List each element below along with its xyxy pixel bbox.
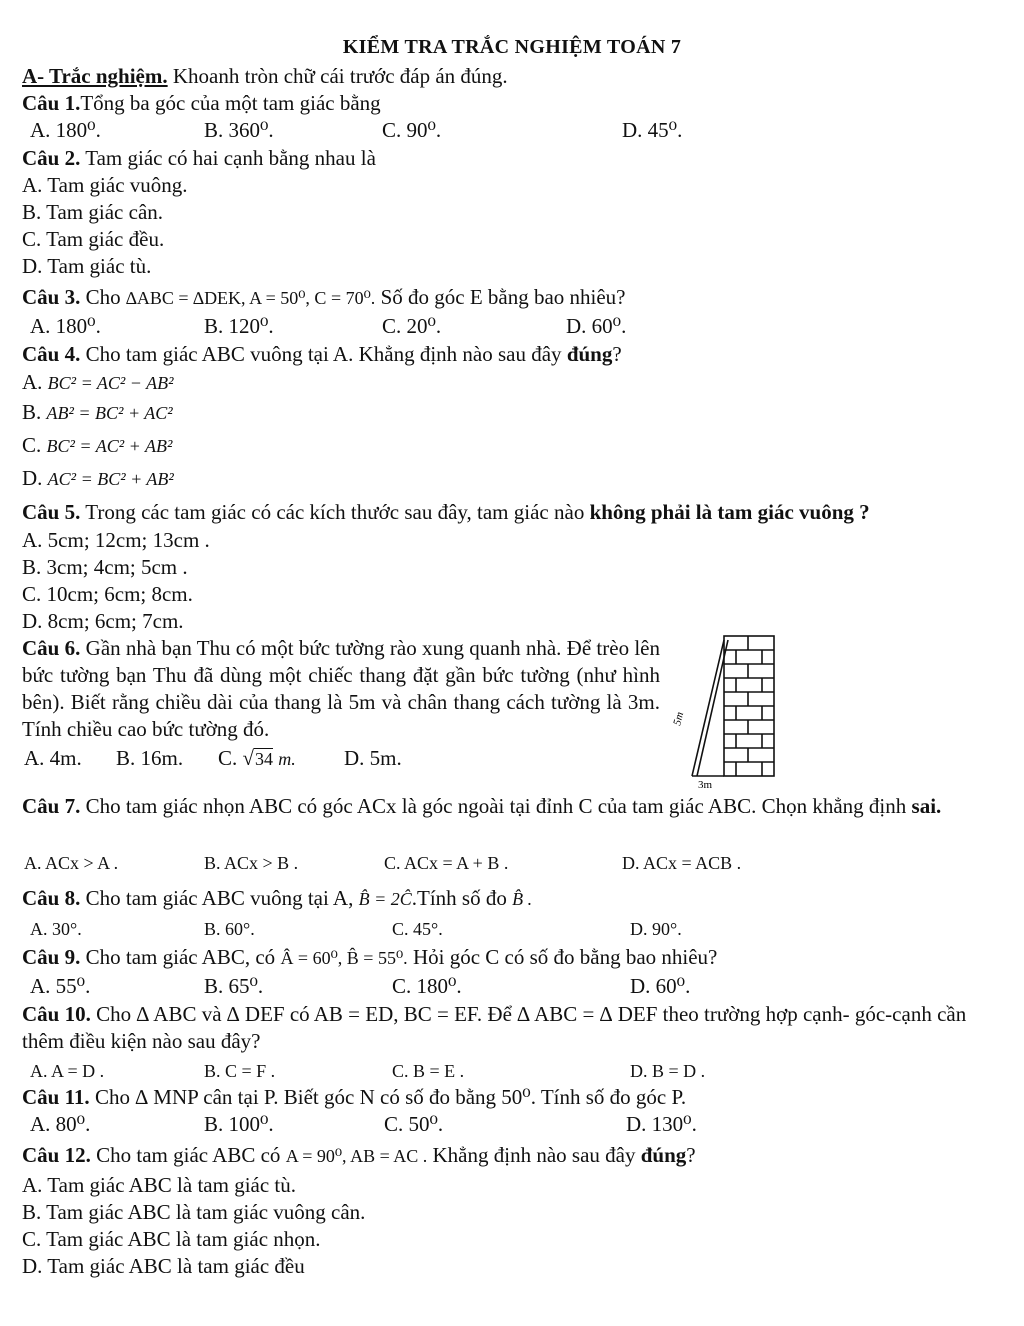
- q3-option-c[interactable]: C. 20⁰.: [382, 314, 442, 338]
- q2-option-d[interactable]: D. Tam giác tù.: [22, 254, 152, 278]
- q4-number: Câu 4.: [22, 342, 81, 366]
- q6-option-b[interactable]: B. 16m.: [116, 746, 184, 770]
- section-header: [22, 63, 508, 90]
- q12-pre: Cho tam giác ABC có: [96, 1143, 281, 1167]
- q12-post: Khẳng định nào sau đây: [432, 1143, 636, 1167]
- q2-option-a[interactable]: A. Tam giác vuông.: [22, 173, 188, 197]
- q10-option-c[interactable]: C. B = E .: [392, 1061, 465, 1081]
- q6-option-c-label: C.: [218, 746, 238, 770]
- q8-text: Cho tam giác ABC vuông tại A,: [85, 886, 354, 910]
- q10-option-a[interactable]: A. A = D .: [30, 1061, 105, 1081]
- q4-option-c-label: C.: [22, 433, 42, 457]
- q1-option-c[interactable]: C. 90⁰.: [382, 118, 442, 142]
- q11-option-b[interactable]: B. 100⁰.: [204, 1112, 274, 1136]
- q7-option-a[interactable]: A. ACx > A .: [24, 853, 119, 873]
- q12-end: ?: [686, 1143, 696, 1167]
- q7-text: Cho tam giác nhọn ABC có góc ACx là góc ngoài tại đỉnh C của tam giác ABC. Chọn khẳng định: [85, 794, 907, 818]
- q12-number: Câu 12.: [22, 1143, 91, 1167]
- q11-option-d[interactable]: D. 130⁰.: [626, 1112, 697, 1136]
- q10-option-d[interactable]: D. B = D .: [630, 1061, 706, 1081]
- q6-sqrt-value: 34: [255, 749, 274, 769]
- q9-option-c[interactable]: C. 180⁰.: [392, 974, 462, 998]
- q3-option-a[interactable]: A. 180⁰.: [30, 314, 101, 338]
- q5-option-b[interactable]: B. 3cm; 4cm; 5cm .: [22, 555, 188, 579]
- q5-emphasis: không phải là tam giác vuông ?: [589, 500, 870, 524]
- q3-option-d[interactable]: D. 60⁰.: [566, 314, 627, 338]
- q12-option-d[interactable]: D. Tam giác ABC là tam giác đều: [22, 1254, 305, 1278]
- q7-option-b[interactable]: B. ACx > B .: [204, 853, 299, 873]
- q7-option-d[interactable]: D. ACx = ACB .: [622, 853, 742, 873]
- q2-number: Câu 2.: [22, 146, 81, 170]
- section-instruction: Khoanh tròn chữ cái trước đáp án đúng.: [172, 64, 508, 88]
- question-5: [22, 499, 870, 526]
- q5-text: Trong các tam giác có các kích thước sau đây, tam giác nào: [85, 500, 585, 524]
- q9-number: Câu 9.: [22, 945, 81, 969]
- q2-option-c[interactable]: C. Tam giác đều.: [22, 227, 165, 251]
- section-label: A- Trắc nghiệm.: [22, 64, 168, 88]
- q8-option-c[interactable]: C. 45°.: [392, 919, 443, 939]
- q4-text: Cho tam giác ABC vuông tại A. Khẳng định nào sau đây: [85, 342, 562, 366]
- page-title: KIỂM TRA TRẮC NGHIỆM TOÁN 7: [342, 36, 682, 58]
- q1-option-b[interactable]: B. 360⁰.: [204, 118, 274, 142]
- q12-option-b[interactable]: B. Tam giác ABC là tam giác vuông cân.: [22, 1200, 366, 1224]
- question-9: [22, 944, 717, 972]
- q3-number: Câu 3.: [22, 285, 81, 309]
- q4-emphasis: đúng: [566, 342, 613, 366]
- q5-option-a[interactable]: A. 5cm; 12cm; 13cm .: [22, 528, 210, 552]
- q4-option-a-formula: BC² = AC² − AB²: [47, 373, 174, 393]
- q6-option-d[interactable]: D. 5m.: [344, 746, 402, 770]
- q8-math2: B̂ .: [512, 889, 533, 909]
- q7-option-c[interactable]: C. ACx = A + B .: [384, 853, 509, 873]
- q11-option-a[interactable]: A. 80⁰.: [30, 1112, 91, 1136]
- q6-option-c[interactable]: [218, 745, 296, 773]
- q4-option-d-label: D.: [22, 466, 43, 490]
- q2-option-b[interactable]: B. Tam giác cân.: [22, 200, 164, 224]
- ladder-left-rail: [692, 640, 724, 776]
- q12-emphasis: đúng: [640, 1143, 687, 1167]
- q12-math: A = 90⁰, AB = AC .: [285, 1146, 428, 1166]
- question-11: [22, 1084, 686, 1111]
- question-3: [22, 284, 626, 312]
- q12-option-c[interactable]: C. Tam giác ABC là tam giác nhọn.: [22, 1227, 321, 1251]
- q12-option-a[interactable]: A. Tam giác ABC là tam giác tù.: [22, 1173, 297, 1197]
- q6-number: Câu 6.: [22, 636, 81, 660]
- q9-math: Â = 60⁰, B̂ = 55⁰.: [280, 948, 408, 968]
- question-8: [22, 885, 532, 913]
- q4-option-a[interactable]: [22, 369, 174, 397]
- question-12: [22, 1142, 696, 1170]
- q3-post: Số đo góc E bằng bao nhiêu?: [380, 285, 626, 309]
- q9-post: Hỏi góc C có số đo bằng bao nhiêu?: [412, 945, 718, 969]
- q4-option-b[interactable]: [22, 399, 173, 427]
- q1-text: Tổng ba góc của một tam giác bằng: [80, 91, 381, 115]
- ladder-length-label: 5m: [671, 710, 687, 727]
- q3-pre: Cho: [85, 285, 121, 309]
- q1-option-d[interactable]: D. 45⁰.: [622, 118, 683, 142]
- q4-option-b-label: B.: [22, 400, 42, 424]
- question-10: [22, 1001, 1002, 1055]
- question-4: [22, 341, 622, 368]
- q6-option-a[interactable]: A. 4m.: [24, 746, 82, 770]
- q4-option-a-label: A.: [22, 370, 43, 394]
- q9-option-a[interactable]: A. 55⁰.: [30, 974, 91, 998]
- q8-option-d[interactable]: D. 90°.: [630, 919, 682, 939]
- q5-option-d[interactable]: D. 8cm; 6cm; 7cm.: [22, 609, 184, 633]
- q4-option-d-formula: AC² = BC² + AB²: [47, 469, 174, 489]
- q10-option-b[interactable]: B. C = F .: [204, 1061, 276, 1081]
- q10-text: Cho ∆ ABC và ∆ DEF có AB = ED, BC = EF. Để ∆ ABC = ∆ DEF theo trường hợp cạnh- góc-cạnh cần thêm điều kiện nào sau đây?: [22, 1002, 967, 1053]
- q9-text: Cho tam giác ABC, có: [85, 945, 276, 969]
- q3-math: ∆ABC = ∆DEK, A = 50⁰, C = 70⁰.: [125, 288, 376, 308]
- q10-number: Câu 10.: [22, 1002, 91, 1026]
- q4-end: ?: [612, 342, 622, 366]
- q5-option-c[interactable]: C. 10cm; 6cm; 8cm.: [22, 582, 193, 606]
- q2-text: Tam giác có hai cạnh bằng nhau là: [85, 146, 376, 170]
- q9-option-d[interactable]: D. 60⁰.: [630, 974, 691, 998]
- q8-option-b[interactable]: B. 60°.: [204, 919, 255, 939]
- q6-text: Gần nhà bạn Thu có một bức tường rào xung quanh nhà. Để trèo lên bức tường bạn Thu đã dùng một chiếc thang đặt gần bức tường (như hình bên). Biết rằng chiều dài của thang là 5m và chân thang cách tường là 3m. Tính chiều cao bức tường đó.: [22, 636, 661, 741]
- q5-number: Câu 5.: [22, 500, 81, 524]
- q3-option-b[interactable]: B. 120⁰.: [204, 314, 274, 338]
- base-length-label: 3m: [698, 779, 713, 791]
- q8-number: Câu 8.: [22, 886, 81, 910]
- q8-option-a[interactable]: A. 30°.: [30, 919, 82, 939]
- q7-number: Câu 7.: [22, 794, 81, 818]
- question-1: [22, 90, 381, 117]
- q6-sqrt-sign: √: [242, 746, 255, 770]
- q4-option-d[interactable]: [22, 465, 174, 493]
- q7-emphasis: sai.: [911, 794, 942, 818]
- q11-text: Cho ∆ MNP cân tại P. Biết góc N có số đo bằng 50⁰. Tính số đo góc P.: [94, 1085, 687, 1109]
- q9-option-b[interactable]: B. 65⁰.: [204, 974, 264, 998]
- question-7: [22, 793, 1002, 820]
- q4-option-c[interactable]: [22, 432, 172, 460]
- q11-number: Câu 11.: [22, 1085, 90, 1109]
- q8-math: B̂ = 2Ĉ: [358, 889, 412, 909]
- q6-option-c-unit: m.: [278, 749, 296, 769]
- q4-option-c-formula: BC² = AC² + AB²: [46, 436, 173, 456]
- question-6: [22, 635, 660, 743]
- q1-number: Câu 1.: [22, 91, 81, 115]
- q11-option-c[interactable]: C. 50⁰.: [384, 1112, 444, 1136]
- q1-option-a[interactable]: A. 180⁰.: [30, 118, 101, 142]
- q4-option-b-formula: AB² = BC² + AC²: [46, 403, 173, 423]
- q8-post: .Tính số đo: [411, 886, 507, 910]
- question-2: [22, 145, 376, 172]
- wall-ladder-figure: [668, 628, 778, 792]
